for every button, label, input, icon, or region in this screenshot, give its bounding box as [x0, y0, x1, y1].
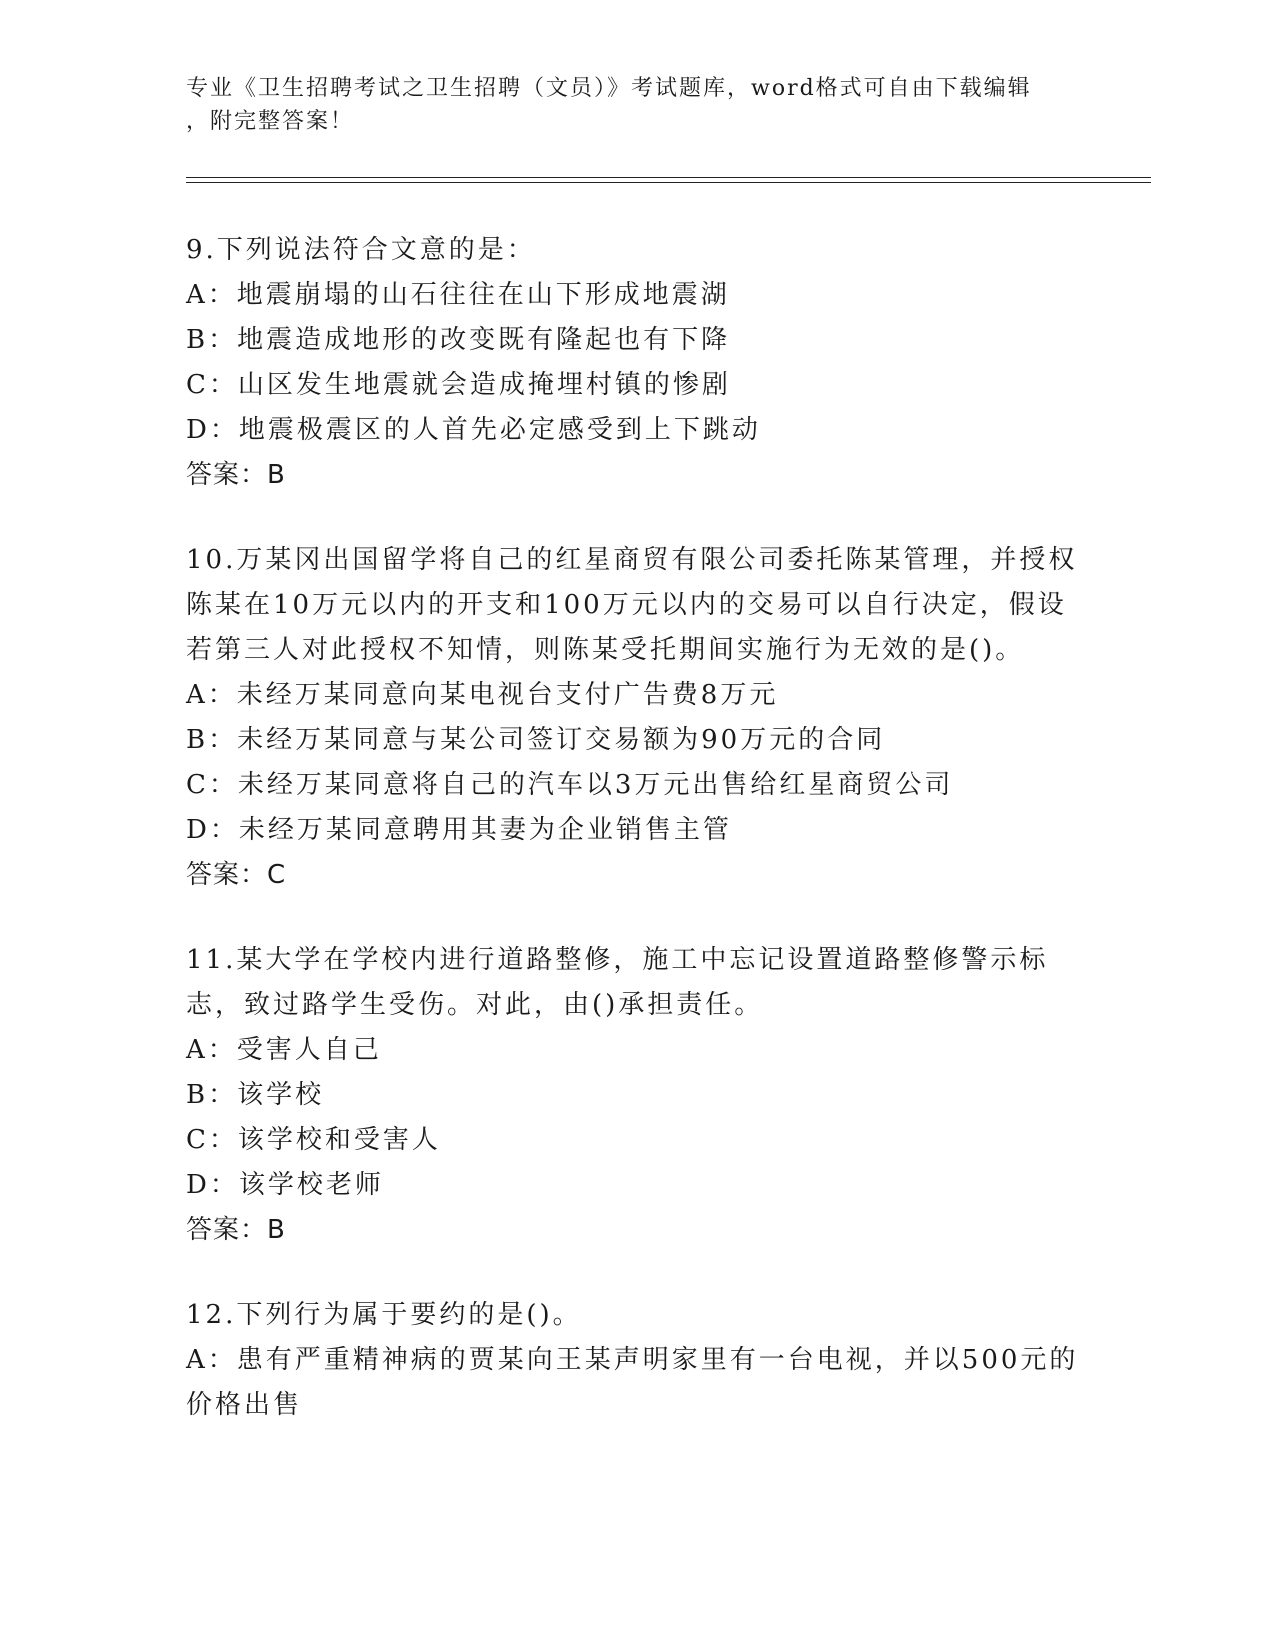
- option-d: D：地震极震区的人首先必定感受到上下跳动: [186, 415, 761, 445]
- header-divider-bottom: [186, 182, 1151, 183]
- option-c: C：该学校和受害人: [186, 1125, 441, 1155]
- option-b: B：该学校: [186, 1080, 325, 1110]
- question-text: 10.万某冈出国留学将自己的红星商贸有限公司委托陈某管理，并授权陈某在10万元以内的开支和100万元以内的交易可以自行决定，假设若第三人对此授权不知情，则陈某受托期间实施行为无效的是()。: [186, 545, 1078, 665]
- question-10: [186, 538, 1086, 898]
- option-a: A：受害人自己: [186, 1035, 382, 1065]
- option-a: A：地震崩塌的山石往往在山下形成地震湖: [186, 280, 730, 310]
- document-header: [186, 72, 1066, 138]
- option-a: A：未经万某同意向某电视台支付广告费8万元: [186, 680, 779, 710]
- option-a: A：患有严重精神病的贾某向王某声明家里有一台电视，并以500元的价格出售: [186, 1345, 1079, 1420]
- question-11: [186, 938, 1086, 1253]
- answer: 答案：C: [186, 860, 287, 890]
- option-b: B：未经万某同意与某公司签订交易额为90万元的合同: [186, 725, 886, 755]
- question-12: [186, 1293, 1086, 1428]
- header-line-1: 专业《卫生招聘考试之卫生招聘（文员）》考试题库，word格式可自由下载编辑: [186, 76, 1032, 101]
- option-c: C：未经万某同意将自己的汽车以3万元出售给红星商贸公司: [186, 770, 954, 800]
- option-d: D：该学校老师: [186, 1170, 384, 1200]
- question-9: [186, 228, 1086, 498]
- answer: 答案：B: [186, 460, 286, 490]
- question-text: 11.某大学在学校内进行道路整修，施工中忘记设置道路整修警示标志，致过路学生受伤。对此，由()承担责任。: [186, 945, 1049, 1020]
- question-text: 9.下列说法符合文意的是：: [186, 235, 536, 265]
- option-c: C：山区发生地震就会造成掩埋村镇的惨剧: [186, 370, 731, 400]
- header-line-2: ，附完整答案！: [186, 109, 355, 134]
- header-divider-top: [186, 177, 1151, 178]
- option-b: B：地震造成地形的改变既有隆起也有下降: [186, 325, 731, 355]
- answer: 答案：B: [186, 1215, 286, 1245]
- question-text: 12.下列行为属于要约的是()。: [186, 1300, 582, 1330]
- option-d: D：未经万某同意聘用其妻为企业销售主管: [186, 815, 732, 845]
- question-list: [186, 228, 1086, 1468]
